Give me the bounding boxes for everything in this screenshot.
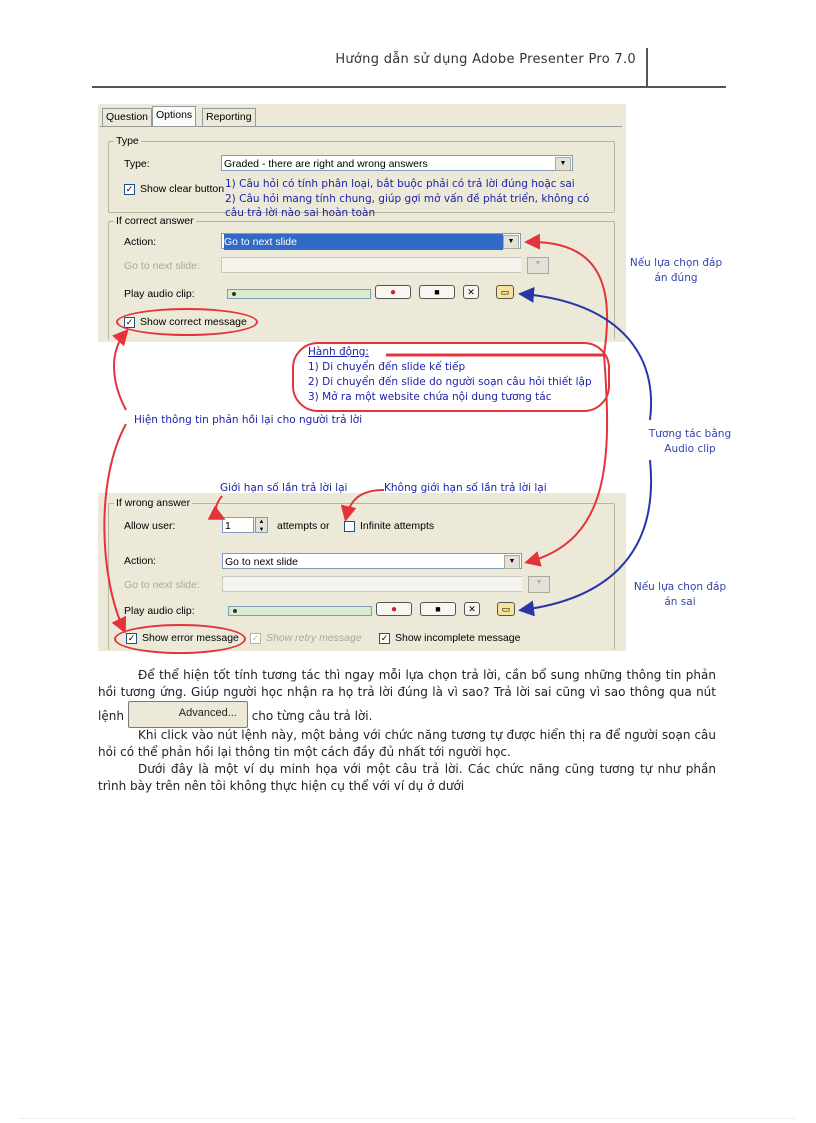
page-header-title: Hướng dẫn sử dụng Adobe Presenter Pro 7.0 xyxy=(335,52,636,67)
folder-icon[interactable]: ▭ xyxy=(497,602,515,616)
paragraph-1-text-b: cho từng câu trả lời. xyxy=(251,709,373,723)
arrow-to-attempts xyxy=(216,496,222,518)
note-no-limit-attempts: Không giới hạn số lần trả lời lại xyxy=(384,482,547,494)
note-correct-choice-line2: án đúng xyxy=(654,272,698,284)
footer-rule xyxy=(20,1118,796,1119)
arrow-to-correct-audio xyxy=(522,294,651,420)
type-select-value: Graded - there are right and wrong answers xyxy=(224,158,428,170)
allow-user-label: Allow user: xyxy=(124,520,176,532)
chevron-down-icon[interactable]: ▼ xyxy=(504,555,520,569)
stop-icon[interactable]: ■ xyxy=(419,285,455,299)
paragraph-1 xyxy=(98,667,716,728)
correct-answer-legend: If correct answer xyxy=(116,215,194,227)
correct-action-value: Go to next slide xyxy=(224,234,503,250)
action-note-item-2: 2) Di chuyển đến slide do người soạn câu hỏi thiết lập xyxy=(308,376,592,388)
wrong-answer-legend: If wrong answer xyxy=(116,497,191,509)
tab-options[interactable]: Options xyxy=(152,106,196,126)
note-limit-attempts: Giới hạn số lần trả lời lại xyxy=(220,482,348,494)
show-correct-message-label: Show correct message xyxy=(140,316,247,328)
correct-goto-label: Go to next slide: xyxy=(124,260,200,272)
arrow-to-correct-action xyxy=(528,242,607,355)
note-feedback: Hiện thông tin phản hồi lại cho người trả lời xyxy=(134,414,363,426)
paragraph-1-text-a: Để thể hiện tốt tính tương tác thì ngay mỗi lựa chọn trả lời, cần bổ sung những thông tin phản hồi tương ứng. Giúp người học nhận ra họ trả lời đúng là vì sao? Trả lời sai cũng vì sao thông qua nút lệnh xyxy=(98,668,716,723)
correct-action-label: Action: xyxy=(124,236,157,248)
correct-audio-label: Play audio clip: xyxy=(124,288,195,300)
show-incomplete-message-checkbox[interactable]: ✓ xyxy=(380,633,389,643)
tab-reporting[interactable]: Reporting xyxy=(202,108,256,126)
action-note-item-1: 1) Di chuyển đến slide kế tiếp xyxy=(308,361,466,373)
show-incomplete-message-label: Show incomplete message xyxy=(395,632,521,644)
arrow-to-show-correct xyxy=(114,332,126,410)
wrong-action-value: Go to next slide xyxy=(225,556,298,568)
arrow-to-wrong-audio xyxy=(522,460,651,610)
record-icon[interactable]: ● xyxy=(375,285,411,299)
stop-icon[interactable]: ■ xyxy=(420,602,456,616)
record-icon[interactable]: ● xyxy=(376,602,412,616)
note-wrong-choice-line1: Nếu lựa chọn đáp xyxy=(633,581,727,593)
arrow-to-show-error xyxy=(104,424,126,630)
action-note-title: Hành động: xyxy=(308,346,369,358)
note-correct-choice-line1: Nếu lựa chọn đáp xyxy=(629,257,723,269)
action-note-item-3: 3) Mở ra một website chứa nội dung tương tác xyxy=(308,391,552,403)
chevron-down-icon[interactable]: ▼ xyxy=(503,235,519,249)
arrow-to-wrong-action xyxy=(528,355,607,562)
note-wrong-choice-line2: án sai xyxy=(664,596,696,608)
show-clear-button-label: Show clear button xyxy=(140,183,225,195)
note-survey-line1: 2) Câu hỏi mang tính chung, giúp gợi mở vấn đề phát triển, không có xyxy=(225,193,590,205)
paragraph-3: Dưới đây là một ví dụ minh họa với một câu trả lời. Các chức năng cũng tương tự như phần trình bày trên nên tôi không thực hiện cụ thể với ví dụ ở dưới xyxy=(98,762,716,793)
note-survey-line2: câu trả lời nào sai hoàn toàn xyxy=(225,207,376,219)
note-graded: 1) Câu hỏi có tính phân loại, bắt buộc phải có trả lời đúng hoặc sai xyxy=(225,178,575,190)
type-group-legend: Type xyxy=(116,135,139,147)
chevron-down-icon[interactable]: ▼ xyxy=(555,157,571,171)
note-audio-interact-line2: Audio clip xyxy=(664,443,716,455)
show-retry-message-checkbox: ✓ xyxy=(251,633,260,643)
attempts-stepper[interactable]: ▲ ▼ xyxy=(255,517,268,533)
clear-icon[interactable]: ✕ xyxy=(464,602,480,616)
chevron-down-icon: ▼ xyxy=(528,576,550,593)
arrow-to-infinite xyxy=(346,490,384,518)
attempts-or-label: attempts or xyxy=(277,520,330,532)
show-error-message-label: Show error message xyxy=(142,632,239,644)
infinite-attempts-label: Infinite attempts xyxy=(360,520,435,532)
chevron-down-icon: ▼ xyxy=(527,257,549,274)
wrong-audio-label: Play audio clip: xyxy=(124,605,195,617)
show-retry-message-label: Show retry message xyxy=(266,632,362,644)
attempts-input[interactable]: 1 xyxy=(222,517,254,533)
wrong-action-label: Action: xyxy=(124,555,157,567)
tab-question[interactable]: Question xyxy=(102,108,152,126)
show-clear-button-checkbox[interactable]: ✓ xyxy=(125,184,134,194)
type-label: Type: xyxy=(124,158,150,170)
show-correct-message-checkbox[interactable]: ✓ xyxy=(125,317,134,327)
folder-icon[interactable]: ▭ xyxy=(496,285,514,299)
wrong-goto-label: Go to next slide: xyxy=(124,579,200,591)
show-error-message-checkbox[interactable]: ✓ xyxy=(127,633,136,643)
paragraph-2: Khi click vào nút lệnh này, một bảng với chức năng tương tự được hiển thị ra để người soạn câu hỏi có thể phản hồi lại thông tin một cách đầy đủ nhất tới người học. xyxy=(98,728,716,759)
clear-icon[interactable]: ✕ xyxy=(463,285,479,299)
advanced-button[interactable]: Advanced... xyxy=(128,701,248,728)
note-audio-interact-line1: Tương tác bằng xyxy=(648,428,732,440)
